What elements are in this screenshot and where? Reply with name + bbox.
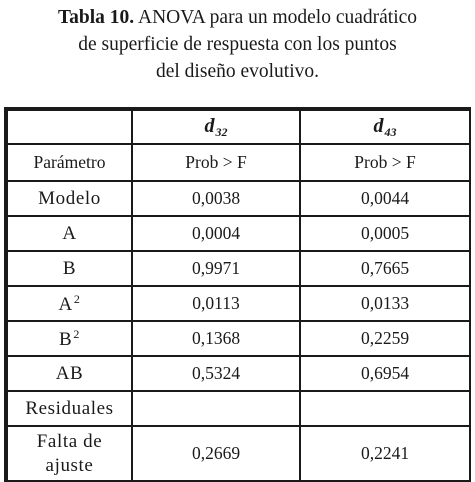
prob-header-d32: Prob > F [132,144,300,181]
caption-title: ANOVA para un modelo cuadrático [137,7,418,28]
cell-d32: 0,0113 [132,286,300,321]
cell-d32: 0,2669 [132,426,300,481]
table-caption [0,4,475,85]
row-label: $B^2$ [6,321,132,356]
column-header-d43: $d_{43}$ [300,109,470,144]
table-header-row [6,109,470,144]
table-row [6,216,470,251]
table-row [6,251,470,286]
cell-d32: 0,1368 [132,321,300,356]
caption-line-2: de superficie de respuesta con los puntos [78,34,397,55]
row-label: Residuales [6,391,132,426]
parameter-header: Parámetro [6,144,132,181]
row-label: A [6,216,132,251]
cell-d43: 0,7665 [300,251,470,286]
cell-d32: 0,0038 [132,181,300,216]
cell-d32: 0,0004 [132,216,300,251]
cell-d32 [132,391,300,426]
row-label: $A^2$ [6,286,132,321]
table-row [6,321,470,356]
header-blank-cell [6,109,132,144]
table-row [6,426,470,481]
caption-label: Tabla 10. [57,7,135,28]
row-label: Falta de ajuste [6,426,132,481]
cell-d32: 0,5324 [132,356,300,391]
cell-d43 [300,391,470,426]
cell-d43: 0,0044 [300,181,470,216]
cell-d43: 0,0005 [300,216,470,251]
cell-d43: 0,2259 [300,321,470,356]
column-header-d32: $d_{32}$ [132,109,300,144]
table-row [6,286,470,321]
table-row [6,181,470,216]
row-label: B [6,251,132,286]
anova-table [4,107,471,482]
row-label: AB [6,356,132,391]
table-subheader-row [6,144,470,181]
table-row [6,391,470,426]
caption-line-1 [0,4,475,31]
table-row [6,356,470,391]
row-label: Modelo [6,181,132,216]
cell-d43: 0,2241 [300,426,470,481]
cell-d43: 0,6954 [300,356,470,391]
caption-line-3: del diseño evolutivo. [155,61,320,82]
cell-d32: 0,9971 [132,251,300,286]
cell-d43: 0,0133 [300,286,470,321]
prob-header-d43: Prob > F [300,144,470,181]
